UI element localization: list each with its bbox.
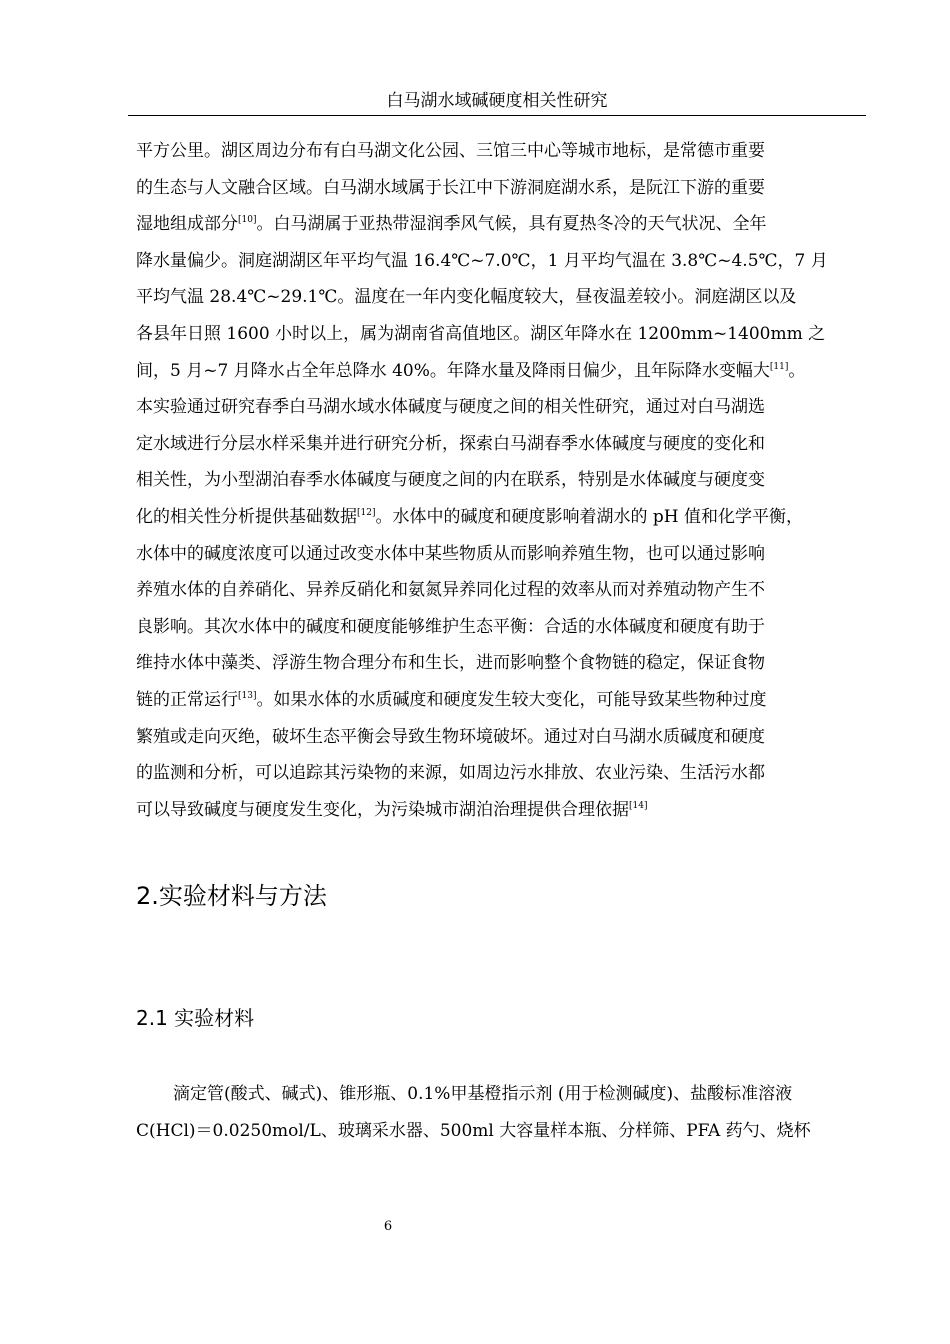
line-text: 湿地组成部分 [136,214,238,235]
text-line [136,389,862,426]
line-text: 本实验通过研究春季白马湖水域水体碱度与硬度之间的相关性研究，通过对白马湖选 [136,397,765,418]
text-line [136,243,862,280]
line-text: 良影响。其次水体中的碱度和硬度能够维护生态平衡：合适的水体碱度和硬度有助于 [136,616,765,637]
text-line [136,719,862,756]
text-line [136,279,862,316]
line-text: 降水量偏少。洞庭湖湖区年平均气温 16.4℃~7.0℃，1 月平均气温在 3.8℃~4.5℃，7 月 [136,250,828,271]
citation-ref: [14] [629,800,648,811]
line-text: 平均气温 28.4℃~29.1℃。温度在一年内变化幅度较大，昼夜温差较小。洞庭湖区以及 [136,287,797,308]
page-number: 6 [383,1219,393,1234]
line-text: 各县年日照 1600 小时以上，属为湖南省高值地区。湖区年降水在 1200mm~1400mm 之 [136,323,826,344]
line-text: 的监测和分析，可以追踪其污染物的来源，如周边污水排放、农业污染、生活污水都 [136,763,765,784]
text-line [136,645,862,682]
line-text: 。 [788,360,806,381]
text-line [136,755,862,792]
text-line [136,609,862,646]
line-text: 化的相关性分析提供基础数据 [136,506,357,527]
text-line [136,353,862,390]
body-paragraph [136,133,862,828]
line-text: 可以导致碱度与硬度发生变化，为污染城市湖泊治理提供合理依据 [136,799,629,820]
line-text: 维持水体中藻类、浮游生物合理分布和生长，进而影响整个食物链的稳定，保证食物 [136,653,765,674]
text-line [136,572,862,609]
citation-ref: [13] [238,690,257,701]
citation-ref: [12] [357,507,376,518]
line-text: 繁殖或走向灭绝，破坏生态平衡会导致生物环境破坏。通过对白马湖水质碱度和硬度 [136,726,765,747]
text-line [136,462,862,499]
running-header: 白马湖水域碱硬度相关性研究 [386,91,608,111]
text-line: 滴定管(酸式、碱式)、锥形瓶、0.1%甲基橙指示剂 (用于检测碱度)、盐酸标准溶液 [173,1084,793,1104]
text-line [136,133,862,170]
line-text: 。如果水体的水质碱度和硬度发生较大变化，可能导致某些物种过度 [256,689,767,710]
line-text: 。白马湖属于亚热带湿润季风气候，具有夏热冬冷的天气状况、全年 [256,214,767,235]
text-line [136,792,862,829]
line-text: 。水体中的碱度和硬度影响着湖水的 pH 值和化学平衡， [375,506,803,527]
line-text: 定水域进行分层水样采集并进行研究分析，探索白马湖春季水体碱度与硬度的变化和 [136,433,765,454]
text-line [136,499,862,536]
text-line: C(HCl)＝0.0250mol/L、玻璃采水器、500ml 大容量样本瓶、分样筛、PFA 药勺、烧杯 [136,1120,811,1141]
text-line [136,682,862,719]
line-text: 的生态与人文融合区域。白马湖水域属于长江中下游洞庭湖水系，是阮江下游的重要 [136,177,765,198]
text-line [136,536,862,573]
line-text: 平方公里。湖区周边分布有白马湖文化公园、三馆三中心等城市地标，是常德市重要 [136,141,765,161]
subsection-heading: 2.1 实验材料 [136,1006,255,1030]
header-rule [128,115,866,116]
text-line [136,316,862,353]
text-line [136,206,862,243]
line-text: 水体中的碱度浓度可以通过改变水体中某些物质从而影响养殖生物，也可以通过影响 [136,543,765,564]
line-text: 链的正常运行 [136,689,238,710]
text-line [136,170,862,207]
text-line [136,426,862,463]
line-text: 间，5 月~7 月降水占全年总降水 40%。年降水量及降雨日偏少，且年际降水变幅大 [136,360,770,381]
citation-ref: [11] [769,361,789,372]
materials-paragraph [136,1076,862,1149]
citation-ref: [10] [238,215,257,226]
line-text: 相关性，为小型湖泊春季水体碱度与硬度之间的内在联系，特别是水体碱度与硬度变 [136,470,765,491]
line-text: 养殖水体的自养硝化、异养反硝化和氨氮异养同化过程的效率从而对养殖动物产生不 [136,580,765,601]
section-heading: 2.实验材料与方法 [136,882,327,910]
